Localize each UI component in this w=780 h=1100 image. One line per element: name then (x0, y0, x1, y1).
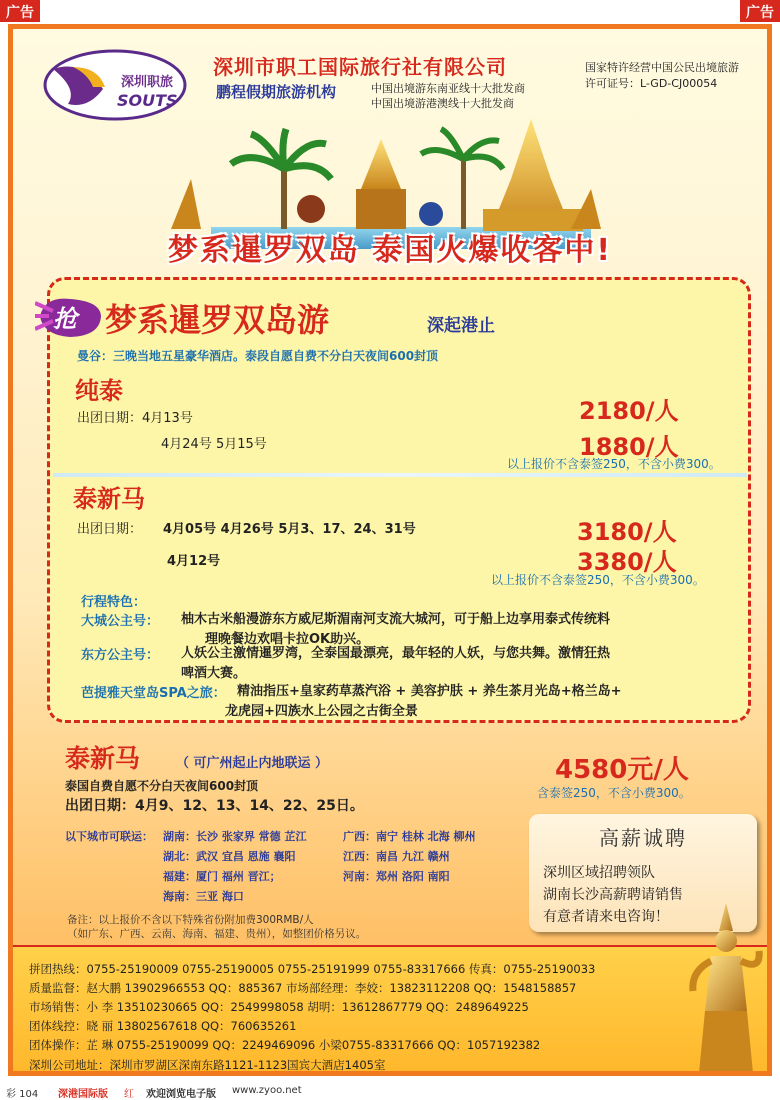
tour-subtitle: 深起港止 (427, 316, 495, 336)
tsm-title: 泰新马 (73, 485, 145, 513)
city-hunan: 湖南：长沙 张家界 常德 芷江 (163, 830, 307, 843)
tsm-dates-2: 4月12号 (167, 554, 221, 569)
inland-tsm-price-note: 含泰签250，不含小费300。 (537, 786, 691, 800)
ad-label-right: 广告 (740, 0, 780, 22)
pure-thai-price-note: 以上报价不含泰签250，不含小费300。 (507, 457, 721, 471)
organization-name: 鹏程假期旅游机构 (216, 83, 337, 101)
page-number: 彩 104 (6, 1089, 39, 1100)
footer-website-link[interactable]: www.zyoo.net (232, 1085, 302, 1096)
remark-line-1: 备注：以上报价不含以下特殊省份附加费300RMB/人 (67, 914, 314, 926)
feature-text-oriental-1: 人妖公主激情暹罗湾，全泰国最漂亮，最年轻的人妖，与您共舞。激情狂热 (181, 646, 611, 661)
connecting-cities-intro: 以下城市可联运： (65, 830, 153, 843)
footer-text: 欢迎浏览电子版 (146, 1089, 216, 1100)
inland-tsm-dates: 出团日期：4月9、12、13、14、22、25日。 (65, 798, 364, 814)
inland-tsm-selfpay: 泰国自费自愿不分白天夜间600封顶 (65, 779, 259, 793)
logo-english-name: SOUTS (117, 91, 178, 110)
tsm-price-note: 以上报价不含泰签250，不含小费300。 (491, 573, 705, 587)
inland-tsm-title: 泰新马 (65, 744, 141, 773)
ad-label-left: 广告 (0, 0, 40, 22)
contact-group-hotline: 拼团热线：0755-25190009 0755-25190005 0755-25191999 0755-83317666 传真：0755-25190033 (29, 962, 596, 976)
tsm-date-label: 出团日期： (77, 522, 143, 537)
recruitment-line-1: 深圳区域招聘领队 (543, 865, 655, 881)
city-fujian: 福建：厦门 福州 晋江； (163, 870, 281, 883)
tsm-price-2: 3380/人 (577, 548, 677, 576)
page-footer (0, 1080, 780, 1100)
contact-company-address: 深圳公司地址：深圳市罗湖区深南东路1121-1123国宾大酒店1405室 (29, 1058, 386, 1072)
bangkok-info: 曼谷：三晚当地五星豪华酒店。泰段自愿自费不分白天夜间600封顶 (77, 349, 439, 363)
contact-market-sales: 市场销售：小 李 13510230665 QQ：2549998058 胡明：13612867779 QQ：2489649225 (29, 1000, 529, 1014)
golden-thai-dancer-statue (681, 901, 771, 1073)
feature-text-oriental-2: 啤酒大赛。 (181, 666, 247, 681)
tour-title: 梦系暹罗双岛游 (105, 301, 330, 339)
recruitment-line-2: 湖南长沙高薪聘请销售 (543, 887, 683, 903)
contact-group-control: 团体线控：晓 丽 13802567618 QQ：760635261 (29, 1019, 297, 1033)
pure-thai-price-1: 2180/人 (579, 397, 679, 425)
pure-thai-price-2: 1880/人 (579, 433, 679, 461)
contact-quality-supervisor: 质量监督：赵大鹏 13902966553 QQ：885367 市场部经理：李姣：13823112208 QQ：1548158857 (29, 981, 577, 995)
city-henan: 河南：郑州 洛阳 南阳 (343, 870, 450, 883)
header (13, 29, 767, 119)
pure-thai-title: 纯泰 (75, 377, 123, 405)
tsm-dates-1: 4月05号 4月26号 5月3、17、24、31号 (163, 522, 416, 537)
feature-label-pattaya-spa: 芭提雅天堂岛SPA之旅： (81, 686, 226, 701)
feature-text-pattaya-2: 龙虎园+四族水上公园之古街全景 (225, 704, 418, 719)
feature-text-pattaya-1: 精油指压+皇家药草蒸汽浴 + 美容护肤 + 养生茶月光岛+格兰岛+ (237, 684, 622, 699)
inland-tsm-price: 4580元/人 (555, 755, 689, 785)
features-heading: 行程特色： (81, 595, 147, 610)
city-jiangxi: 江西：南昌 九江 赣州 (343, 850, 450, 863)
recruitment-title: 高薪诚聘 (599, 826, 687, 850)
feature-text-ayutthaya-2: 理晚餐边欢唱卡拉OK助兴。 (205, 632, 370, 647)
recruitment-line-3: 有意者请来电咨询！ (543, 909, 669, 925)
wholesaler-line-1: 中国出境游东南亚线十大批发商 (371, 82, 525, 95)
city-hainan: 海南：三亚 海口 (163, 890, 244, 903)
section-divider (53, 473, 747, 477)
advertisement-frame (8, 24, 772, 1076)
inland-tsm-subtitle: （ 可广州起止内地联运 ） (176, 756, 329, 771)
pure-thai-date-2: 4月24号 5月15号 (161, 437, 267, 452)
tsm-price-1: 3180/人 (577, 518, 677, 546)
edition-mark-icon: 红 (124, 1089, 134, 1100)
pure-thai-date-1: 出团日期：4月13号 (77, 411, 193, 426)
contact-group-operation: 团体操作：芷 琳 0755-25190099 QQ：2249469096 小梁0755-83317666 QQ：1057192382 (29, 1038, 541, 1052)
company-name: 深圳市职工国际旅行社有限公司 (213, 55, 507, 79)
main-headline: 梦系暹罗双岛 泰国火爆收客中! (167, 233, 613, 268)
logo-chinese-name: 深圳职旅 (121, 75, 174, 90)
wholesaler-line-2: 中国出境游港澳线十大批发商 (371, 97, 514, 110)
license-line-1: 国家特许经营中国公民出境旅游 (585, 61, 739, 74)
city-hubei: 湖北：武汉 宜昌 恩施 襄阳 (163, 850, 296, 863)
license-number: 许可证号：L-GD-CJ00054 (585, 77, 718, 90)
feature-label-ayutthaya: 大城公主号： (81, 614, 160, 629)
grab-badge: 抢 (53, 305, 77, 333)
remark-line-2: （如广东、广西、云南、海南、福建、贵州），如整团价格另议。 (67, 928, 367, 940)
feature-text-ayutthaya-1: 柚木古米船漫游东方威尼斯湄南河支流大城河，可于船上边享用泰式传统料 (181, 612, 611, 627)
contact-strip (13, 945, 767, 1076)
city-guangxi: 广西：南宁 桂林 北海 柳州 (343, 830, 476, 843)
edition-label: 深港国际版 (58, 1089, 108, 1100)
feature-label-oriental: 东方公主号： (81, 648, 160, 663)
